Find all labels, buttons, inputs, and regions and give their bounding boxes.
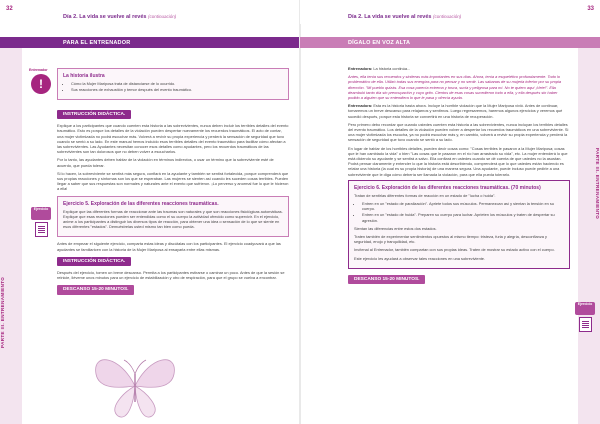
list-item: • Entren en un "estado de huida". Preparen su cuerpo para luchar. Aprieten los músculos y traten de despertar su agresión.: [362, 212, 564, 222]
paragraph: Invítenal al Entrenador, también compartan con sus propias ideas. Traten de mostrar su estado activo con el cuerpo.: [354, 247, 555, 253]
instruction-banner: INSTRUCCIÓN DIDÁCTICA.: [57, 110, 131, 119]
paragraph: Traten también de experimentar sentimientos opuestos al mismo tiempo: tristeza, furia y alegría, desconfianza y seguridad, enojo y tranquilidad, etc.: [354, 234, 547, 245]
section-band-title: PARA EL ENTRENADOR: [63, 39, 131, 46]
running-head: [63, 14, 176, 20]
exercise-heading: Ejercicio 5. Exploración de las diferentes reacciones traumáticas.: [63, 200, 219, 207]
icon-caption: Entrenador: [29, 68, 48, 72]
paragraph: Tratan de sentirlas diferentes formas de reacción en un estado de "lucha o huida".: [354, 192, 496, 198]
side-strip: [578, 48, 600, 424]
right-topbar: [300, 0, 600, 24]
running-head: [348, 14, 461, 20]
exercise-tag-icon: [575, 302, 595, 315]
paragraph: Antes de empezar el siguiente ejercicio, comparta estas ideas y discútalas con los participantes. El ejercicio coadyuvará a que las ayudantes se familiaricen con la historia de la Mujer Mariposa al ensayarla entre ellas mismas.: [57, 241, 281, 252]
section-band-title: DÍGALO EN VOZ ALTA: [348, 39, 411, 46]
story-box-heading: La historia ilustra: [63, 73, 105, 79]
exclamation-icon: !: [31, 74, 51, 94]
story-box: [57, 68, 289, 104]
running-head-title: Día 2. La vida se vuelve al revés: [63, 14, 147, 20]
paragraph: En lugar de hablar de los horribles detalles, pueden decir cosas como: "Cosas terribles le pasaron a la Mujer Mariposa; cosas que le han cambiado la vida" o bien "Las cosas que le pasaron en el río han arrastrado su vida", etc. La mujer entenderá lo que está diciendo su ayudante y se sentirá a salvo. Ella confiará en ustedes cuando se dé cuenta de que ustedes no la asustan. Podrá pensar claramente y entender lo que la historia está describiendo, comprenderá que lo que ustedes están haciendo es relatar una historia (la cual es su propia historia) de una manera segura. Una ayudante, puede incluso puede pedirle a una sobreviviente que le diga cómo debería ser llamada la violación, para que ella pueda tolerarlo.: [348, 145, 568, 177]
running-head-title: Día 2. La vida se vuelve al revés: [348, 14, 432, 20]
intro-label: Entrenadora:: [348, 66, 373, 71]
list-item: • Sus reacciones de exhaustión y temor después del evento traumático.: [71, 87, 283, 92]
paragraph: Por lo tanto, las ayudantes deben hablar de la violación en términos indirectos, o usar un término que la sobreviviente esté de acuerdo, que pueda tolerar.: [57, 157, 274, 168]
exercise-list: [354, 201, 564, 223]
paragraph: Explique que las diferentes formas de reaccionar ante las traumas son naturales y que son reacciones fisiológicas automáticas. Explique que esas reacciones pueden ser entendidas como el su cuerpo la actividad ofrecido como supervivir. En el ejercicio, anime a los participantes a distinguir los diversos tipos de reacción, para obtener una idea o sensación de lo que se siente en esos diferentes "estados". Demuéstrelas usted mismo tan bien como pueda.: [63, 208, 283, 230]
paragraph: Explique a los participantes que cuando cuenten esta historia a las sobrevivientes, nunca deben incluir los terribles detalles del evento traumático. Esto es porque los detalles de la violación pueden despertar nuevamente los recuerdos traumáticos. El acto de contar, una mujer victimizada no podrá escuchar más. Volverá a revivir su propia experiencia y perderá la sensación de seguridad que tuvo cuando se sentó a su lado. En este manual hemos incluido esos terribles detalles del evento traumático para facilitar cómo afectan a las sobrevivientes. Las Ayudantes necesitan conocer esos detalles como ayudantes, pero los recuerdos traumáticos de las sobrevivientes son tan dolorosos que no deben volver a escucharlos.: [57, 123, 289, 155]
page-number: 33: [587, 6, 594, 12]
break-banner: DESCANSO 15-20 MINUTOS.: [348, 275, 425, 284]
running-head-suffix: (continuación): [148, 14, 177, 19]
exercise-tag-icon: [31, 207, 51, 220]
paragraph: Pero primero debo recordar que cuando ustedes cuenten esta historia a las sobrevivientes, nunca incluyan los terribles detalles del evento traumático. Los detalles de la violación pueden volver a despertar los recuerdos traumáticos en una sobreviviente. Si una mujer victimizada los escucha, ya no podrá escuchar más y, en cambio, volverá a revivir su propia experiencia y perderá la sensación de seguridad que tuvo cuando se sentó a su lado.: [348, 121, 569, 143]
running-head-suffix: (continuación): [433, 14, 462, 19]
list-item: • Cómo la Mujer Mariposa trata de distanciarse de lo ocurrido.: [71, 81, 283, 86]
section-band: [0, 37, 300, 48]
paragraph: Este ejercicio les ayudará a observar tales reacciones en una sobreviviente.: [354, 255, 486, 261]
worksheet-icon: [35, 222, 48, 237]
paragraph: Después del ejercicio, tomen un breve descanso. Permita a los participantes estirarse o caminar un poco. Antes de que la sesión se reinicie, lléveme unos minutos para un ejercicio de estabilización y otro de respiración, para que el grupo se vuelva a encontrar.: [57, 270, 285, 281]
trainer-label: Entrenadora:: [348, 103, 373, 109]
paragraph: Sientan las diferencias entre estos dos estados.: [354, 225, 437, 231]
icon-caption: Ejercicio: [33, 207, 49, 211]
exercise-box: [348, 180, 570, 269]
page-number: 32: [6, 6, 13, 12]
butterfly-illustration: [90, 350, 180, 422]
icon-caption: Ejercicio: [577, 302, 593, 306]
story-box-panel: [57, 68, 289, 100]
side-label: PARTE III. ENTRENAMIENTO: [595, 148, 600, 220]
list-item: • Entren en un "estado de paralización". Apriete todos sus músculos. Permanezcan así y sientan la tensión en su cuerpo.: [362, 201, 564, 211]
story-box-list: [63, 81, 283, 92]
intro-text: La historia continúa...: [373, 66, 411, 71]
left-main-column: [57, 108, 289, 299]
exercise-heading: [354, 185, 564, 191]
worksheet-icon: [579, 317, 592, 332]
exercise-box: [57, 196, 289, 238]
right-page: [300, 0, 600, 424]
right-main-column: [348, 66, 570, 288]
break-banner: DESCANSO 15-20 MINUTOS.: [57, 285, 134, 294]
section-band: [300, 37, 600, 48]
exercise-title: Ejercicio 6. Exploración de las diferentes reacciones traumáticas.: [354, 184, 510, 191]
paragraph: Si lo hacen, la sobreviviente se sentirá más segura, confiará en la ayudante y también se sentirá fortalecida, porque comprenderá que sus propias reacciones y síntomas son los que se esperaban. Las mujeres se sienten así cuando les suceden cosas terribles. Pueden llegar a saber que sus respuestas son normales y naturales ante el evento que sufrieron. ¡Lo perverso y anormal fue lo que le hicieron a ella!: [57, 170, 289, 192]
trainer-text: Esta es la historia hasta ahora. Incluye la horrible violación que la Mujer Mariposa vivió. Antes de continuar, tomaremos un breve descanso para relajarnos y sentirnos. Luego regresaremos, haremos algunos ejercicios y veremos qué sucedió después, porque esta historia se convertirá en una historia de recuperación.: [348, 103, 563, 119]
side-label: PARTE III. ENTRENAMIENTO: [0, 276, 5, 348]
instruction-banner: INSTRUCCIÓN DIDÁCTICA.: [57, 257, 131, 266]
story-text: Antes, ella tenía sus recuerdos y sintieras más importantes en sus días. Ahora, tenía a esquelético profundamente. Todo lo problemático de ella. Utilizó todas sus energías para no pensar y no sentir. Las sabanas de su mujerla inferior por su propia dirección. "Mi pueblo quizás. Esa cosa parecía extrema y tosca, sucia y peligrosa para mí. No te quiero aquí ¡Vete!". Ella deambuló tanto día sin preocupación y cuyo grito. Cientos de esas cosas sucedieron todo a ella, y ella después sin haber podido a alguien que su entendiera lo que le pasa y ofrecía ayuda.: [348, 74, 562, 101]
exercise-duration: (70 minutos): [511, 184, 541, 191]
side-strip: [0, 48, 22, 424]
